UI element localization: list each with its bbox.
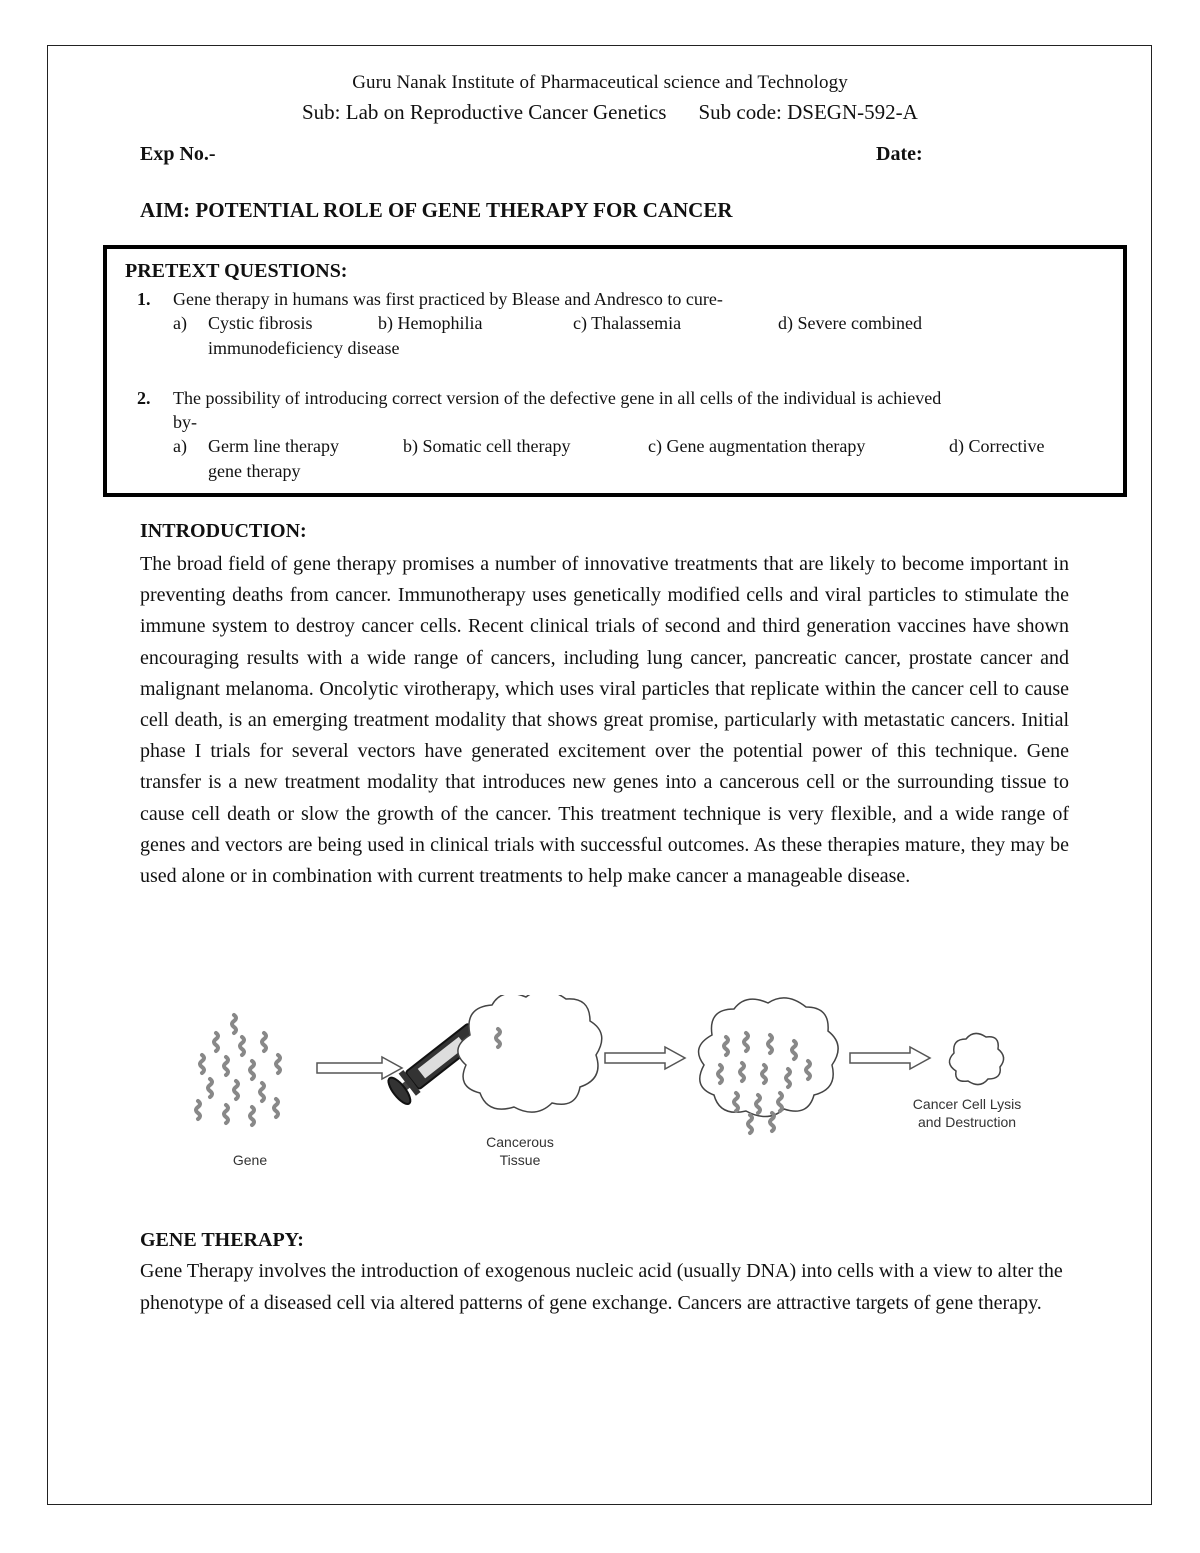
option-d: d) Corrective <box>949 436 1045 456</box>
option-a-label: a) <box>173 436 187 456</box>
arrow-icon <box>317 1057 402 1079</box>
option-b: b) Hemophilia <box>378 313 483 333</box>
introduction-title: INTRODUCTION: <box>140 520 307 542</box>
gene-cluster-icon <box>196 1015 280 1125</box>
subject-name: Sub: Lab on Reproductive Cancer Genetics <box>302 100 667 124</box>
option-c: c) Gene augmentation therapy <box>648 436 866 456</box>
option-d: d) Severe combined <box>778 313 922 333</box>
pretext-questions-box <box>103 245 1127 497</box>
subject-line <box>302 100 918 125</box>
date-label: Date: <box>876 143 923 165</box>
gene-therapy-diagram <box>180 995 1060 1185</box>
option-c: c) Thalassemia <box>573 313 682 333</box>
option-d-continued: immunodeficiency disease <box>208 338 400 358</box>
arrow-icon <box>605 1047 685 1069</box>
cancerous-tissue-icon <box>458 995 602 1112</box>
question-text: The possibility of introducing correct version of the defective gene in all cells of the individual is achieved <box>173 388 942 408</box>
arrow-icon <box>850 1047 930 1069</box>
figure-label-tissue-line1: Cancerous <box>486 1134 554 1150</box>
option-a-label: a) <box>173 313 187 333</box>
transfected-tissue-icon <box>699 998 839 1133</box>
diagram-illustration <box>180 995 1060 1185</box>
question-text: Gene therapy in humans was first practiced by Blease and Andresco to cure- <box>173 289 723 309</box>
option-a: Germ line therapy <box>208 436 339 456</box>
option-d-continued: gene therapy <box>208 461 301 481</box>
introduction-body: The broad field of gene therapy promises a number of innovative treatments that are likely to become important in preventing deaths from cancer. Immunotherapy uses genetically modified cells and viral particles to stimulate the immune system to destroy cancer cells. Recent clinical trials of second and third generation vaccines have shown encouraging results with a wide range of cancers, including lung cancer, pancreatic cancer, prostate cancer and malignant melanoma. Oncolytic virotherapy, which uses viral particles that replicate within the cancer cell to cause cell death, is an emerging treatment modality that shows great promise, particularly with metastatic cancers. Initial phase I trials for several vectors have generated excitement over the potential power of this technique. Gene transfer is a new treatment modality that introduces new genes into a cancerous cell or the surrounding tissue to cause cell death or slow the growth of the cancer. This treatment technique is very flexible, and a wide range of genes and vectors are being used in clinical trials with successful outcomes. As these therapies mature, they may be used alone or in combination with current treatments to help make cancer a manageable disease. <box>140 553 1069 888</box>
subject-code: Sub code: DSEGN-592-A <box>698 100 918 124</box>
pretext-title: PRETEXT QUESTIONS: <box>125 260 348 282</box>
gene-therapy-body: Gene Therapy involves the introduction of exogenous nucleic acid (usually DNA) into cells with a view to alter the phenotype of a diseased cell via altered patterns of gene exchange. Cancers are attractive targets of gene therapy. <box>140 1260 1063 1314</box>
exp-no-label: Exp No.- <box>140 143 216 165</box>
question-text-continued: by- <box>173 412 197 432</box>
gene-therapy-title: GENE THERAPY: <box>140 1229 304 1251</box>
figure-label-gene: Gene <box>232 1152 268 1168</box>
figure-label-lysis-line1: Cancer Cell Lysis <box>912 1096 1022 1112</box>
lysed-cell-icon <box>949 1033 1003 1084</box>
option-b: b) Somatic cell therapy <box>403 436 571 456</box>
question-number: 2. <box>137 388 151 408</box>
aim-heading: AIM: POTENTIAL ROLE OF GENE THERAPY FOR CANCER <box>140 198 733 222</box>
figure-label-lysis-line2: and Destruction <box>917 1114 1017 1130</box>
option-a: Cystic fibrosis <box>208 313 313 333</box>
institute-name: Guru Nanak Institute of Pharmaceutical science and Technology <box>352 72 848 93</box>
figure-label-tissue-line2: Tissue <box>499 1152 541 1168</box>
question-number: 1. <box>137 289 151 309</box>
